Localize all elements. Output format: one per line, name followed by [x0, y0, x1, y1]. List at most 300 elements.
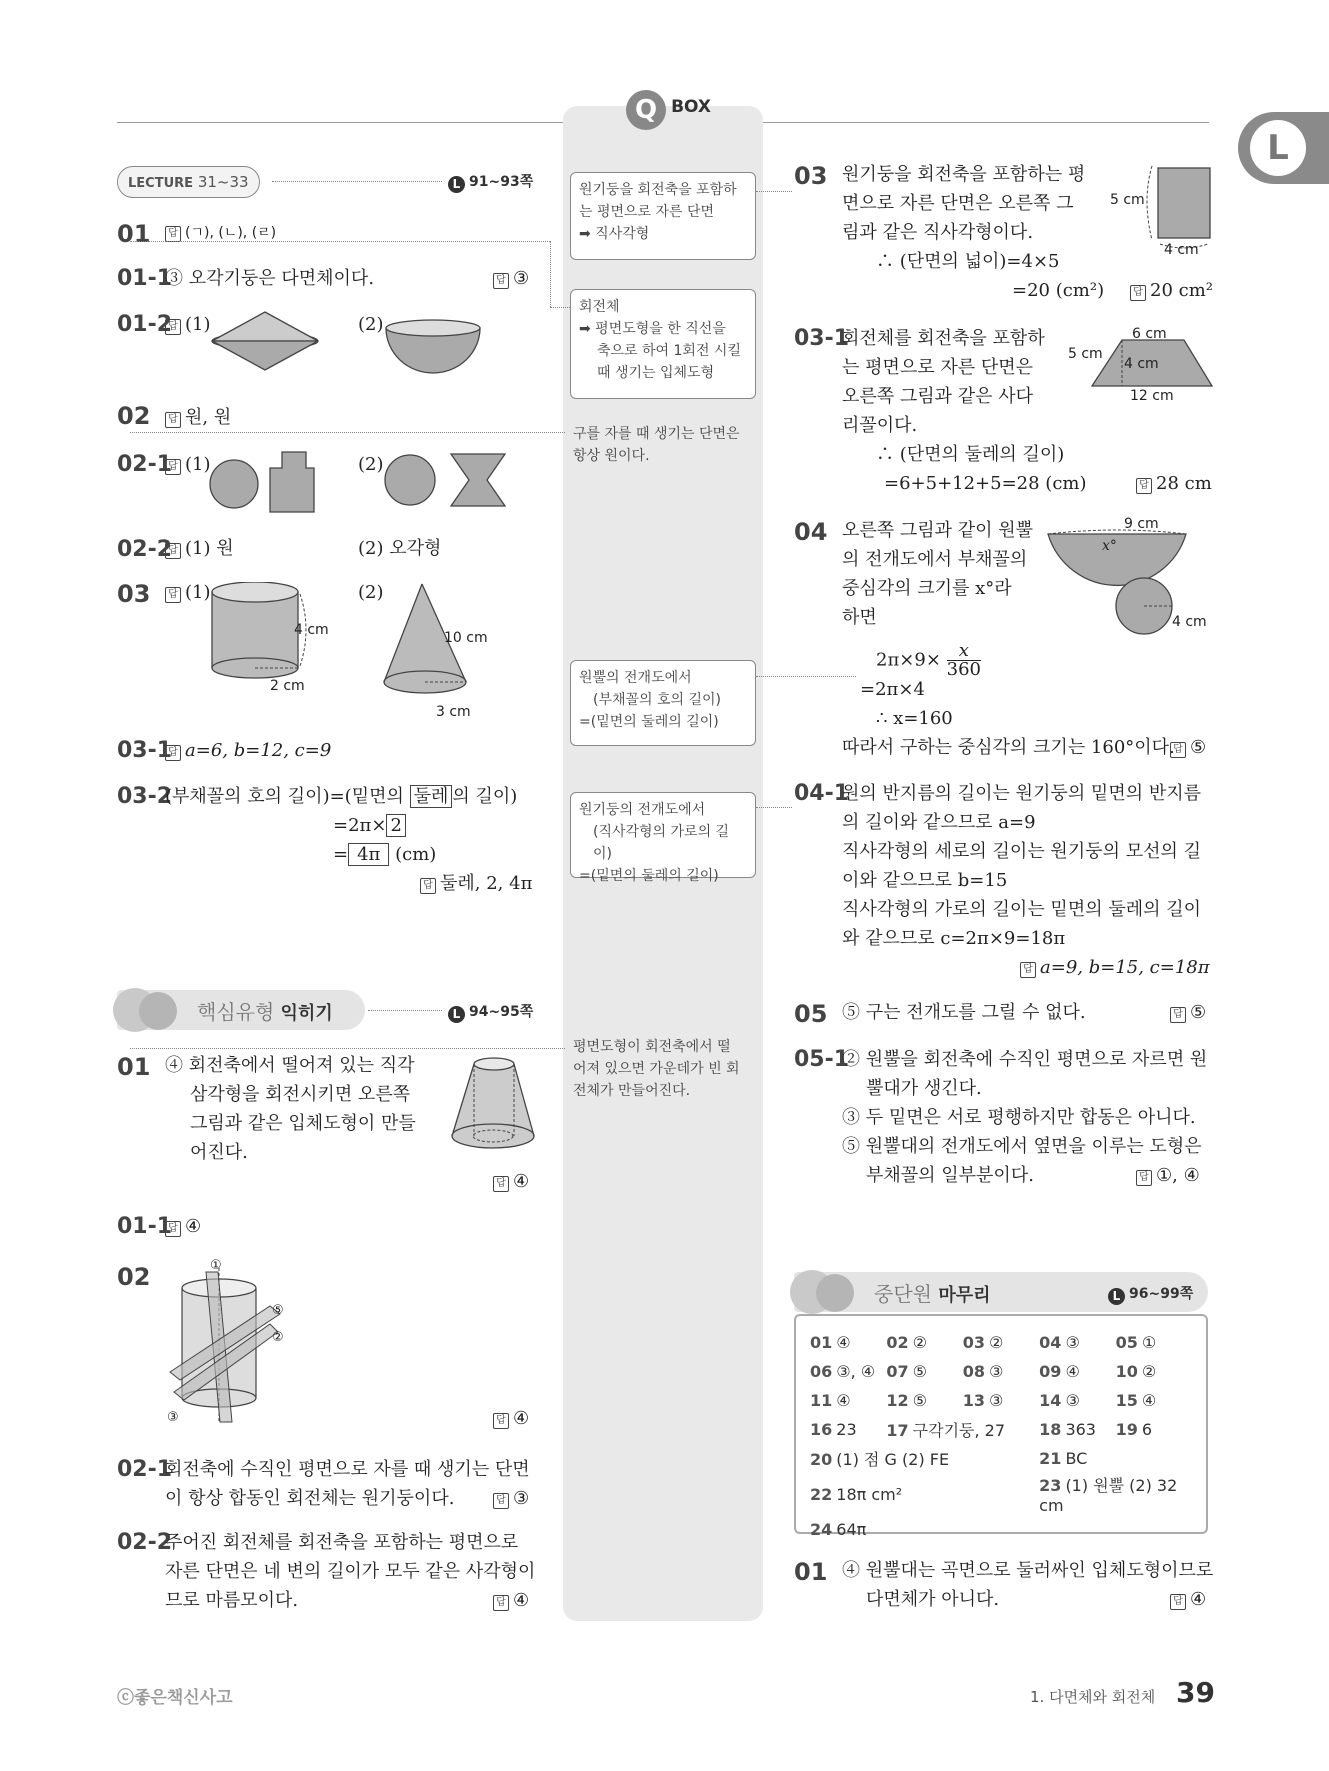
answer-icon — [493, 273, 509, 289]
answer-text: ⑤ — [1190, 737, 1207, 758]
r-q04-1-line1: 원의 반지름의 길이는 원기둥의 밑면의 반지름 — [842, 783, 1201, 804]
answer-icon — [165, 459, 181, 475]
plane-label-3: ③ — [167, 1410, 179, 1425]
r-q04-line1: 오른쪽 그림과 같이 원뿔 — [842, 520, 1034, 541]
review-item-answer: ④ — [836, 1391, 851, 1410]
review-item-number: 15 — [1115, 1391, 1138, 1410]
s2-q01-line1: ④ 회전축에서 떨어져 있는 직각 — [165, 1055, 415, 1076]
s2-q01-1-number: 01-1 — [117, 1214, 173, 1239]
q03-2-line1 — [165, 782, 517, 811]
r-q03-number: 03 — [794, 162, 828, 190]
review-cell — [1116, 1328, 1192, 1357]
answer-text: a=6, b=12, c=9 — [185, 740, 332, 761]
note-line: 축으로 하여 1회전 시킬 — [597, 343, 741, 359]
answer-text: (ㄱ), (ㄴ), (ㄹ) — [185, 225, 277, 241]
note-hollow-solid — [573, 1036, 759, 1102]
review-item-answer: ② — [912, 1333, 927, 1352]
s2-q01-line4: 어진다. — [190, 1142, 248, 1163]
note-line: 항상 원이다. — [573, 448, 650, 464]
review-item-answer: ② — [1141, 1362, 1157, 1381]
circle-and-bowtie-figure — [383, 450, 508, 510]
note-cylinder-net — [570, 792, 756, 884]
note-line: 원기둥을 회전축을 포함하 — [579, 182, 737, 198]
review-cell — [963, 1386, 1039, 1415]
r-q05-1-line2: 뿔대가 생긴다. — [866, 1078, 982, 1099]
note-line: 원기둥의 전개도에서 — [579, 802, 706, 818]
note-line: 평면도형이 회전축에서 떨 — [573, 1039, 731, 1055]
review-item-answer: (1) 점 G (2) FE — [836, 1450, 950, 1469]
review-item-answer: (1) 원뿔 (2) 32 cm — [1039, 1476, 1178, 1515]
review-cell — [1116, 1415, 1192, 1444]
text-part: =2π× — [333, 815, 387, 836]
lecture-range: 31~33 — [197, 173, 249, 191]
review-item-answer: ④ — [1141, 1391, 1157, 1410]
q02-2-part1 — [165, 534, 234, 563]
q01-1-number: 01-1 — [117, 266, 173, 291]
review-cell — [886, 1386, 962, 1415]
cone-slant-label: 10 cm — [444, 630, 488, 646]
review-item-answer: ③ — [1065, 1333, 1080, 1352]
cone-radius-label: 3 cm — [436, 704, 471, 720]
review-cell — [1039, 1444, 1192, 1473]
q01-1-text: ③ 오각기둥은 다면체이다. — [165, 268, 375, 289]
review-item-answer: 23 — [836, 1420, 857, 1439]
answer-text: 28 cm — [1156, 473, 1212, 494]
q01-answer — [165, 219, 276, 248]
r-q04-1-number: 04-1 — [794, 781, 850, 806]
r-q03-1-line2: 는 평면으로 자른 단면은 — [842, 357, 1034, 378]
q03-part2: (2) — [358, 582, 384, 603]
review-item-number: 05 — [1115, 1333, 1138, 1352]
q02-1-number: 02-1 — [117, 452, 173, 477]
s2-q02-1-line1: 회전축에 수직인 평면으로 자를 때 생기는 단면 — [165, 1459, 530, 1480]
q03-2-number: 03-2 — [117, 784, 173, 809]
section2-leader — [368, 1010, 442, 1011]
review-answer-table — [810, 1328, 1192, 1544]
r-q03-line1: 원기둥을 회전축을 포함하는 평 — [842, 164, 1086, 185]
answer-icon — [493, 1413, 509, 1429]
note-line: ➡ 직사각형 — [579, 226, 650, 242]
review-item-answer: 18π cm² — [836, 1484, 903, 1504]
leader-r04 — [756, 676, 856, 677]
answer-text: 둘레, 2, 4π — [440, 873, 533, 894]
note-line: (직사각형의 가로의 길이) — [593, 824, 730, 862]
review-cell — [1039, 1386, 1115, 1415]
review-item-number: 20 — [810, 1450, 833, 1469]
review-item-number: 09 — [1039, 1362, 1062, 1381]
q03-2-line3 — [333, 840, 436, 869]
r-q04-fig-small-radius: 4 cm — [1172, 614, 1207, 630]
note-line: 어져 있으면 가운데가 빈 회 — [573, 1061, 740, 1077]
review-cell — [810, 1515, 1192, 1544]
answer-text: ④ — [1190, 1589, 1207, 1610]
review-item-number: 02 — [886, 1333, 909, 1352]
answer-icon — [165, 412, 181, 428]
review-item-number: 06 — [810, 1362, 833, 1381]
q03-2-line2 — [333, 811, 406, 840]
r-q04-line3: 중심각의 크기를 x°라 — [842, 578, 1012, 599]
review-item-number: 08 — [962, 1362, 986, 1381]
text-part: 의 길이) — [452, 786, 518, 807]
review-cell — [963, 1328, 1039, 1357]
review-item-number: 21 — [1039, 1449, 1062, 1468]
page-number: 39 — [1176, 1676, 1215, 1709]
review-item-number: 07 — [886, 1362, 909, 1381]
q02-answer — [165, 403, 231, 432]
s2-q01-1-answer — [165, 1212, 201, 1241]
review-item-answer: 363 — [1065, 1420, 1096, 1439]
s2-q02-2-number: 02-2 — [117, 1530, 173, 1555]
fraction-numerator: x — [947, 642, 981, 661]
review-row — [810, 1415, 1192, 1444]
q-circle-icon: Q — [626, 90, 666, 130]
footer-brand: ⓒ좋은책신사고 — [117, 1688, 233, 1708]
r-q04-1-line5: 직사각형의 가로의 길이는 밑면의 둘레의 길이 — [842, 899, 1201, 920]
review-item-answer: ④ — [836, 1333, 851, 1352]
leader-q01-vert — [550, 241, 551, 307]
review-row — [810, 1357, 1192, 1386]
part-label: (1) — [185, 454, 211, 475]
r-q04-fig-radius: 9 cm — [1124, 516, 1159, 532]
review-cell — [1039, 1415, 1115, 1444]
review-cell — [963, 1357, 1039, 1386]
note-cone-net — [570, 660, 756, 746]
leader-q02 — [130, 432, 565, 433]
s2-q01-number: 01 — [117, 1053, 151, 1081]
s2-q01-line2: 삼각형을 회전시키면 오른쪽 — [190, 1084, 411, 1105]
lecture-pages — [448, 171, 533, 193]
note-line: 회전체 — [579, 299, 620, 315]
r-q05-1-line5: 부채꼴의 일부분이다. — [866, 1165, 1034, 1186]
r-q05-text: ⑤ 구는 전개도를 그릴 수 없다. — [842, 1002, 1086, 1023]
r-q04-answer — [1170, 733, 1206, 762]
review-cell — [1116, 1386, 1192, 1415]
answer-text: ③ — [513, 268, 530, 289]
r-q04-1-line6: 와 같으므로 c=2π×9=18π — [842, 928, 1066, 949]
leader-r03 — [756, 191, 792, 192]
circle-and-shape-figure — [208, 450, 318, 514]
q03-1-number: 03-1 — [117, 738, 173, 763]
s2-q02-2-line2: 자른 단면은 네 변의 길이가 모두 같은 사각형이 — [165, 1561, 536, 1582]
answer-icon — [493, 1595, 509, 1611]
note-line: ➡ 평면도형을 한 직선을 — [579, 321, 726, 337]
review-item-number: 11 — [810, 1391, 833, 1410]
r-q04-1-line4: 이와 같으므로 b=15 — [842, 870, 1008, 891]
q02-2-number: 02-2 — [117, 537, 173, 562]
review-item-answer: ③ — [989, 1362, 1004, 1381]
answer-icon — [1020, 962, 1036, 978]
r-q04-number: 04 — [794, 518, 828, 546]
r-q04-1-answer — [1020, 953, 1210, 982]
plane-label-2: ② — [272, 1330, 284, 1345]
r-q03-1-line1: 회전체를 회전축을 포함하 — [842, 328, 1045, 349]
title-b: 마무리 — [938, 1285, 991, 1306]
s2-q02-1-number: 02-1 — [117, 1457, 173, 1482]
s2-q01-answer — [493, 1167, 529, 1196]
review-item-number: 24 — [810, 1520, 833, 1539]
r-q04-fig-angle: x° — [1102, 538, 1117, 554]
blank-box: 4π — [348, 843, 389, 866]
review-item-answer: ③ — [989, 1391, 1004, 1410]
note-line: (부채꼴의 호의 길이) — [593, 692, 722, 708]
rectangle-section-figure — [1146, 160, 1216, 252]
r-q03-1-calc2: =6+5+12+5=28 (cm) — [884, 473, 1087, 494]
r-q03-calc1: ∴ (단면의 넓이)=4×5 — [876, 251, 1060, 272]
q02-number: 02 — [117, 402, 151, 430]
r-q04-line2: 의 전개도에서 부채꼴의 — [842, 549, 1028, 570]
r-q04-line4: 하면 — [842, 607, 877, 628]
r-q05-1-answer — [1136, 1161, 1200, 1190]
review-cell — [810, 1357, 886, 1386]
review-cell — [886, 1328, 962, 1357]
review-item-number: 12 — [886, 1391, 909, 1410]
review-item-number: 03 — [962, 1333, 986, 1352]
s2-q02-number: 02 — [117, 1263, 151, 1291]
note-line: 때 생기는 입체도형 — [597, 365, 715, 381]
answer-icon — [1136, 1170, 1152, 1186]
review-row — [810, 1328, 1192, 1357]
r-q05-1-line4: ⑤ 원뿔대의 전개도에서 옆면을 이루는 도형은 — [842, 1136, 1202, 1157]
answer-icon — [1136, 478, 1152, 494]
review-item-answer: 64π — [836, 1520, 867, 1539]
blank-box: 둘레 — [410, 785, 453, 808]
review-item-answer: ③ — [1065, 1391, 1080, 1410]
r-q05-1-line1: ② 원뿔을 회전축에 수직인 평면으로 자르면 원 — [842, 1049, 1208, 1070]
review-cell — [810, 1328, 886, 1357]
r-q03-fig-height: 5 cm — [1110, 192, 1145, 208]
blank-box: 2 — [386, 814, 405, 837]
cylinder-radius-label: 2 cm — [270, 678, 305, 694]
s2-q02-2-answer — [493, 1586, 529, 1615]
q01-number: 01 — [117, 220, 151, 248]
review-answer-box — [794, 1314, 1208, 1539]
answer-icon — [1130, 285, 1146, 301]
review-item-number: 04 — [1039, 1333, 1062, 1352]
r-q03-1-calc1: ∴ (단면의 둘레의 길이) — [876, 444, 1065, 465]
review-cell — [1039, 1473, 1192, 1515]
fraction-denominator: 360 — [946, 659, 981, 680]
final-q01-line2: 다면체가 아니다. — [866, 1589, 1000, 1610]
footer-section: 1. 다면체와 회전체 — [1030, 1688, 1156, 1706]
s2-q02-2-line1: 주어진 회전체를 회전축을 포함하는 평면으로 — [165, 1532, 519, 1553]
double-cone-figure — [208, 310, 323, 372]
leader-s2q01 — [130, 1048, 565, 1049]
hollow-frustum-figure — [448, 1056, 538, 1152]
text-part: = — [333, 844, 349, 865]
leader-q01-b — [550, 307, 570, 308]
review-cell — [886, 1415, 1039, 1444]
section2-pages — [448, 1001, 533, 1023]
review-cell — [810, 1415, 886, 1444]
review-item-number: 14 — [1039, 1391, 1062, 1410]
section2-pages-text: 94~95쪽 — [469, 1004, 534, 1020]
answer-text: ④ — [513, 1408, 530, 1429]
text-part: (cm) — [389, 844, 437, 865]
lecture-pages-text: 91~93쪽 — [469, 174, 534, 190]
review-item-number: 18 — [1039, 1420, 1062, 1439]
answer-icon — [165, 543, 181, 559]
leader-q01 — [130, 241, 550, 242]
answer-icon — [1170, 1007, 1186, 1023]
section3-circle-icon: L — [1108, 1288, 1125, 1305]
note-line: =(밑면의 둘레의 길이) — [579, 714, 719, 730]
r-q03-calc2: =20 (cm²) — [1012, 280, 1105, 301]
review-item-answer: ⑤ — [912, 1362, 927, 1381]
title-b: 익히기 — [280, 1003, 333, 1024]
note-cylinder-section — [570, 172, 756, 260]
review-cell — [886, 1357, 962, 1386]
r-q03-1-line3: 오른쪽 그림과 같은 사다 — [842, 386, 1034, 407]
fraction — [947, 642, 981, 679]
text-part: (부채꼴의 호의 길이)=(밑면의 — [165, 786, 410, 807]
answer-icon — [493, 1176, 509, 1192]
r-q03-fig-width: 4 cm — [1164, 242, 1199, 258]
plane-label-5: ⑤ — [272, 1303, 284, 1318]
review-item-answer: ⑤ — [912, 1391, 927, 1410]
review-row — [810, 1473, 1192, 1515]
q01-2-number: 01-2 — [117, 312, 173, 337]
q02-1-part2: (2) — [358, 454, 384, 475]
note-line: 는 평면으로 자른 단면 — [579, 204, 715, 220]
note-line: 원뿔의 전개도에서 — [579, 670, 692, 686]
r-q05-number: 05 — [794, 1000, 828, 1028]
q01-1-answer — [493, 264, 529, 293]
note-line: 전체가 만들어진다. — [573, 1083, 691, 1099]
answer-text: ①, ④ — [1156, 1165, 1200, 1186]
answer-icon — [165, 1221, 181, 1237]
q02-1-part1 — [165, 450, 211, 479]
section2-circle-icon: L — [448, 1006, 465, 1023]
review-cell — [810, 1444, 1039, 1473]
review-item-number: 17 — [886, 1421, 909, 1440]
review-row — [810, 1386, 1192, 1415]
section3-header — [794, 1272, 1208, 1312]
q03-1-answer — [165, 736, 331, 765]
review-item-number: 16 — [810, 1420, 833, 1439]
review-item-number: 10 — [1115, 1362, 1138, 1381]
chapter-tab-icon: L — [1250, 120, 1306, 176]
q03-part1 — [165, 578, 211, 607]
answer-text: ④ — [513, 1590, 530, 1611]
answer-icon — [1170, 1594, 1186, 1610]
review-cell — [810, 1386, 886, 1415]
answer-text: a=9, b=15, c=18π — [1040, 957, 1210, 978]
answer-icon — [420, 878, 436, 894]
r-q03-1-fig-height: 4 cm — [1124, 356, 1159, 372]
answer-text: ⑤ — [1190, 1002, 1207, 1023]
r-q03-answer — [1130, 276, 1213, 305]
final-q01-answer — [1170, 1585, 1206, 1614]
section3-pages-text: 96~99쪽 — [1129, 1286, 1194, 1302]
part-label: (1) — [185, 582, 211, 603]
r-q03-line3: 림과 같은 직사각형이다. — [842, 222, 1034, 243]
r-q03-1-answer — [1136, 469, 1212, 498]
r-q05-answer — [1170, 998, 1206, 1027]
title-a: 핵심유형 — [197, 1000, 275, 1024]
r-q05-1-number: 05-1 — [794, 1047, 850, 1072]
review-cell — [1039, 1328, 1115, 1357]
r-q03-1-fig-side: 5 cm — [1068, 346, 1103, 362]
s2-q01-line3: 그림과 같은 입체도형이 만들 — [190, 1113, 416, 1134]
lecture-prefix: LECTURE — [128, 176, 194, 191]
answer-icon — [165, 745, 181, 761]
review-cell — [1116, 1357, 1192, 1386]
title-a: 중단원 — [874, 1282, 932, 1306]
review-item-answer: ① — [1141, 1333, 1157, 1352]
review-row — [810, 1444, 1192, 1473]
review-item-number: 13 — [962, 1391, 986, 1410]
note-line: =(밑면의 둘레의 길이) — [579, 868, 719, 884]
review-item-answer: ② — [989, 1333, 1004, 1352]
q02-2-part2: (2) 오각형 — [358, 538, 442, 559]
r-q04-1-line3: 직사각형의 세로의 길이는 원기둥의 모선의 길 — [842, 841, 1201, 862]
review-item-answer: ④ — [1065, 1362, 1080, 1381]
answer-text: ④ — [513, 1171, 530, 1192]
review-item-answer: BC — [1065, 1449, 1088, 1468]
lecture-badge — [117, 166, 260, 198]
chapter-tab — [1238, 112, 1329, 184]
answer-icon — [165, 226, 181, 242]
cylinder-cut-planes-figure — [160, 1262, 300, 1430]
q03-number: 03 — [117, 580, 151, 608]
note-line: 구를 자를 때 생기는 단면은 — [573, 426, 740, 442]
review-cell — [810, 1473, 1039, 1515]
r-q04-calc1 — [876, 642, 981, 679]
review-row — [810, 1515, 1192, 1544]
r-q03-1-line4: 리꼴이다. — [842, 415, 918, 436]
review-cell — [1039, 1357, 1115, 1386]
s2-q02-1-answer — [493, 1484, 529, 1513]
answer-icon — [493, 1493, 509, 1509]
r-q04-1-line2: 의 길이와 같으므로 a=9 — [842, 812, 1036, 833]
review-item-number: 19 — [1115, 1420, 1138, 1439]
q01-2-part2: (2) — [358, 314, 384, 335]
r-q03-1-fig-bottom: 12 cm — [1130, 388, 1174, 404]
review-item-number: 23 — [1039, 1476, 1062, 1495]
qbox-label: BOX — [671, 97, 712, 117]
section3-title — [874, 1278, 991, 1307]
calc-text: 2π×9× — [876, 649, 941, 671]
review-item-answer: ③, ④ — [836, 1362, 876, 1381]
lecture-circle-icon: L — [448, 176, 465, 193]
answer-icon — [165, 319, 181, 335]
part-label: (1) 원 — [185, 538, 234, 559]
review-item-answer: 구각기둥, 27 — [912, 1421, 1006, 1440]
section2-header — [117, 990, 365, 1030]
hemisphere-bowl-figure — [383, 318, 483, 376]
r-q03-line2: 면으로 자른 단면은 오른쪽 그 — [842, 193, 1074, 214]
answer-text: 20 cm² — [1150, 280, 1213, 301]
final-q01-line1: ④ 원뿔대는 곡면으로 둘러싸인 입체도형이므로 — [842, 1560, 1214, 1581]
section3-bubbles-icon-2 — [816, 1274, 854, 1312]
qbox-header — [626, 90, 711, 130]
s2-q02-2-line3: 므로 마름모이다. — [165, 1590, 299, 1611]
review-item-number: 22 — [810, 1484, 833, 1504]
s2-q02-1-line2: 이 항상 합동인 회전체는 원기둥이다. — [165, 1488, 455, 1509]
r-q04-conclusion: 따라서 구하는 중심각의 크기는 160°이다. — [842, 737, 1175, 758]
leader-r041 — [756, 807, 792, 808]
r-q03-1-number: 03-1 — [794, 326, 850, 351]
note-solid-of-revolution — [570, 289, 756, 399]
review-item-answer: 6 — [1141, 1420, 1153, 1439]
lecture-leader — [272, 181, 442, 182]
plane-label-1: ① — [210, 1258, 222, 1273]
review-item-number: 01 — [810, 1333, 833, 1352]
q03-2-answer — [420, 869, 532, 898]
answer-icon — [1170, 742, 1186, 758]
section2-title — [197, 996, 333, 1025]
note-sphere-section — [573, 423, 759, 467]
